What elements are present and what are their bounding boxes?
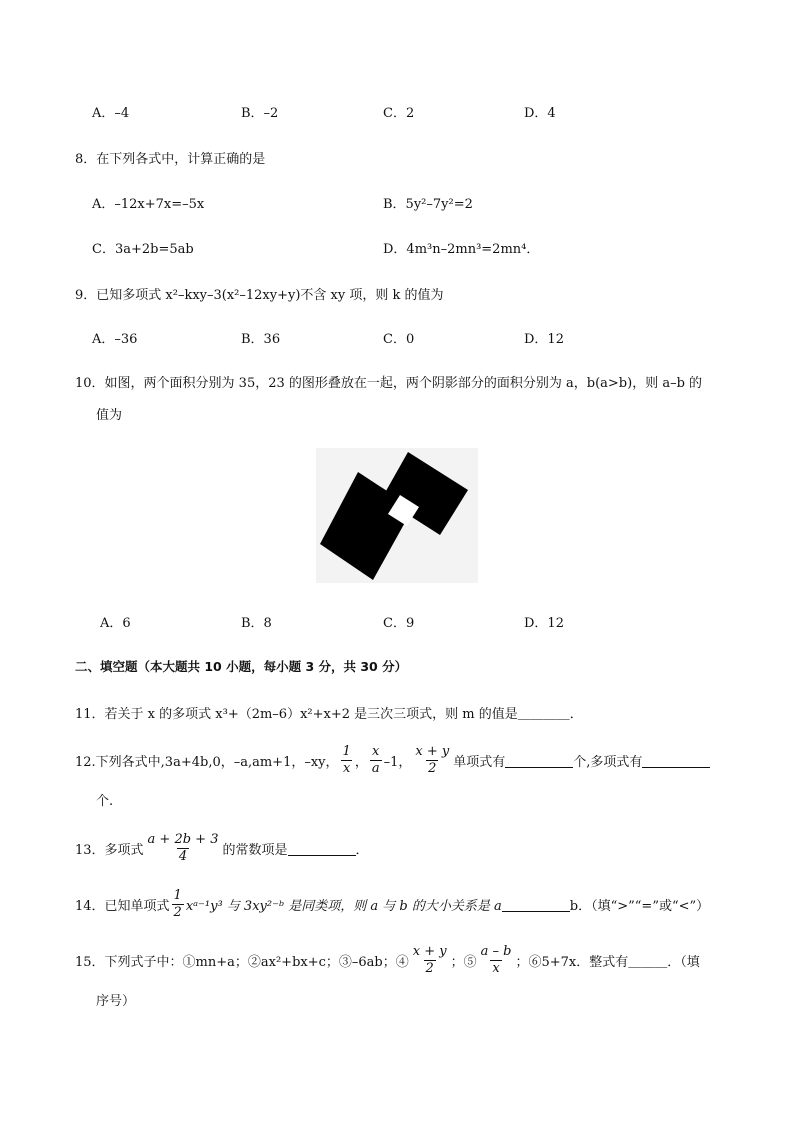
q14-fraction [172, 889, 184, 919]
q7-option-b: B．–2 [241, 106, 279, 121]
q8-option-d: D．4m³n–2mn³=2mn⁴． [383, 242, 540, 257]
q14-monomials: xᵃ⁻¹y³ 与 3xy²⁻ᵇ 是同类项，则 a 与 b 的大小关系是 a [185, 898, 502, 914]
q10-option-d: D．12 [524, 616, 564, 631]
q13-frac-den: 4 [178, 848, 188, 864]
q12-frac1-num: 1 [342, 743, 351, 759]
q12-line2: 个. [96, 794, 114, 809]
q12-minus-one: –1， [383, 754, 412, 770]
q15-fraction-1 [411, 945, 449, 975]
q14-frac-den: 2 [173, 904, 182, 920]
q15-frac1-den: 2 [425, 960, 434, 976]
q7-option-d: D．4 [524, 106, 556, 121]
q13-line [75, 828, 369, 868]
q12-frac3-num: x + y [415, 743, 450, 759]
q12-line1 [75, 740, 710, 780]
q14-blank[interactable] [502, 897, 570, 912]
q10-option-b: B．8 [241, 616, 272, 631]
q12-fraction-1 [341, 745, 353, 775]
q12-text-a: 单项式有 [453, 754, 506, 770]
q10-option-c: C．9 [383, 616, 415, 631]
q13-suffix: 的常数项是 [222, 842, 288, 858]
q9-option-a: A．–36 [92, 332, 138, 347]
q13-fraction [146, 833, 221, 863]
q9-option-b: B．36 [241, 332, 281, 347]
q14-line [75, 884, 709, 924]
q15-mid: ；⑤ [450, 954, 477, 970]
q15-frac2-num: a – b [480, 943, 512, 959]
section-2-title: 二、填空题（本大题共 10 小题，每小题 3 分，共 30 分） [75, 659, 408, 674]
q10-stem-line1: 10．如图，两个面积分别为 35，23 的图形叠放在一起，两个阴影部分的面积分别为 a，b(a>b)，则 a–b 的 [75, 376, 703, 391]
q12-text-b: 个,多项式有 [573, 754, 643, 770]
q15-frac1-num: x + y [412, 943, 447, 959]
q12-fraction-2 [370, 745, 382, 775]
q15-prefix: 15．下列式子中：①mn+a；②ax²+bx+c；③–6ab；④ [75, 954, 409, 970]
q12-sep: ， [354, 754, 368, 770]
q11-text: 11．若关于 x 的多项式 x³+（2m–6）x²+x+2 是三次三项式，则 m 的值是＿＿＿＿． [75, 707, 583, 722]
q13-period: ． [355, 842, 369, 858]
q14-frac-num: 1 [173, 887, 182, 903]
q13-prefix: 13．多项式 [75, 842, 144, 858]
q12-frac2-num: x [372, 743, 380, 759]
q15-line1 [75, 940, 700, 980]
q8-stem: 8．在下列各式中，计算正确的是 [75, 152, 266, 167]
q8-option-c: C．3a+2b=5ab [92, 242, 194, 257]
q10-option-a: A．6 [100, 616, 131, 631]
q14-suffix: b．（填“>”“=”或“<”） [569, 898, 710, 914]
q9-stem: 9．已知多项式 x²–kxy–3(x²–12xy+y)不含 xy 项，则 k 的值为 [75, 288, 444, 303]
q12-fraction-3 [413, 745, 451, 775]
q15-line2: 序号） [96, 994, 136, 1009]
q15-frac2-den: x [492, 960, 500, 976]
q9-option-d: D．12 [524, 332, 564, 347]
q12-prefix: 12.下列各式中,3a+4b,0，–a,am+1，–xy， [75, 754, 339, 770]
q12-frac1-den: x [343, 760, 351, 776]
overlap-figure [316, 448, 478, 583]
q7-option-c: C．2 [383, 106, 415, 121]
q8-option-a: A．–12x+7x=–5x [92, 197, 205, 212]
q8-option-b: B．5y²–7y²=2 [383, 197, 473, 212]
q15-suffix: ；⑥5+7x．整式有＿＿＿．（填 [515, 954, 700, 970]
q9-option-c: C．0 [383, 332, 415, 347]
q10-stem-line2: 值为 [96, 408, 123, 423]
q13-frac-num: a + 2b + 3 [147, 831, 219, 847]
q13-blank[interactable] [288, 841, 356, 856]
q12-blank-1[interactable] [505, 753, 573, 768]
q14-prefix: 14．已知单项式 [75, 898, 170, 914]
overlapping-rectangles-diagram [316, 448, 478, 583]
q12-frac2-den: a [371, 760, 380, 776]
q12-frac3-den: 2 [428, 760, 437, 776]
q15-fraction-2 [479, 945, 514, 975]
q7-option-a: A．–4 [92, 106, 130, 121]
q12-blank-2[interactable] [642, 753, 710, 768]
